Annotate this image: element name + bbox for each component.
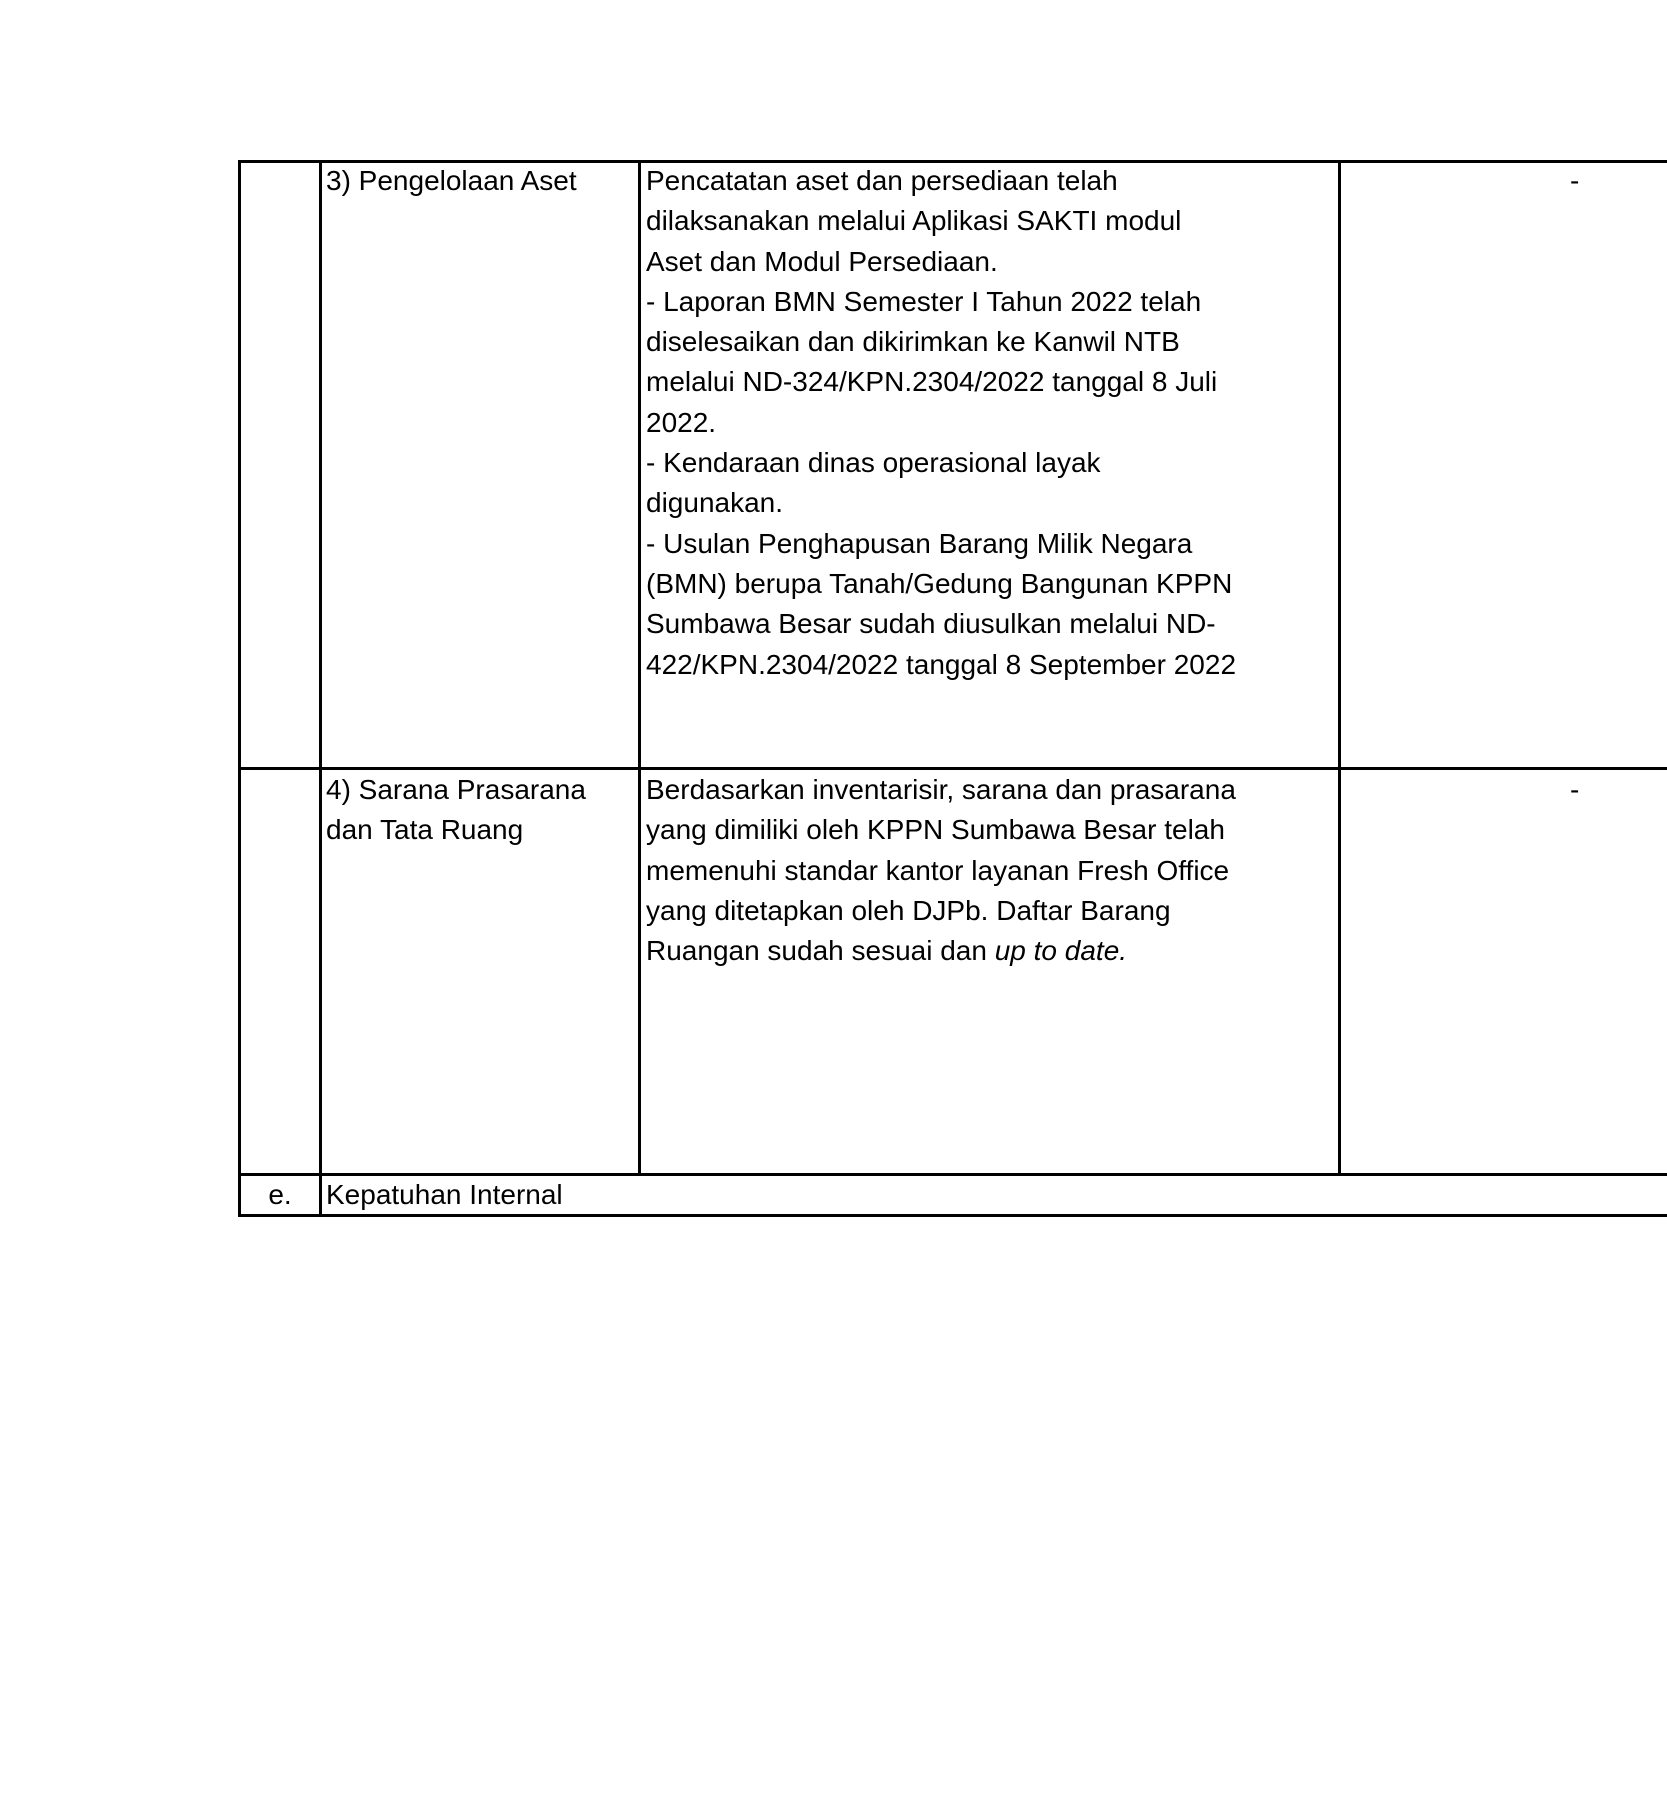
description-line: Sumbawa Besar sudah diusulkan melalui ND-: [646, 608, 1216, 640]
description-line: 2022.: [646, 406, 717, 438]
description-text: Ruangan sudah sesuai dan: [646, 935, 995, 967]
column-divider: [319, 160, 322, 1217]
description-line: memenuhi standar kantor layanan Fresh Office: [646, 854, 1230, 886]
description-line: melalui ND-324/KPN.2304/2022 tanggal 8 Juli: [646, 366, 1218, 398]
table-border-left: [238, 160, 241, 1217]
description-line: dilaksanakan melalui Aplikasi SAKTI modul: [646, 205, 1182, 237]
item-line: dan Tata Ruang: [326, 814, 524, 846]
row-description: [646, 161, 1236, 685]
description-line: diselesaikan dan dikirimkan ke Kanwil NTB: [646, 326, 1180, 358]
row-item-label: [326, 161, 577, 201]
description-line: Berdasarkan inventarisir, sarana dan prasarana: [646, 774, 1236, 805]
section-number: e.: [268, 1179, 292, 1210]
column-divider: [1338, 160, 1341, 1176]
row-item-label: [326, 770, 586, 851]
row-description: [646, 770, 1236, 971]
description-line: yang dimiliki oleh KPPN Sumbawa Besar telah: [646, 814, 1225, 846]
description-line: - Kendaraan dinas operasional layak: [646, 447, 1101, 479]
description-line: Aset dan Modul Persediaan.: [646, 245, 998, 277]
section-title: Kepatuhan Internal: [326, 1179, 563, 1210]
description-line: yang ditetapkan oleh DJPb. Daftar Barang: [646, 894, 1171, 926]
row-note: -: [1570, 165, 1580, 196]
column-divider: [638, 160, 641, 1176]
item-line: 3) Pengelolaan Aset: [326, 165, 577, 196]
description-line: digunakan.: [646, 487, 784, 519]
description-line: - Laporan BMN Semester I Tahun 2022 telah: [646, 285, 1202, 317]
row-note: -: [1570, 774, 1580, 805]
description-line: Pencatatan aset dan persediaan telah: [646, 165, 1118, 196]
description-italic: up to date.: [994, 935, 1128, 967]
item-line: 4) Sarana Prasarana: [326, 774, 586, 805]
description-line: (BMN) berupa Tanah/Gedung Bangunan KPPN: [646, 567, 1233, 599]
description-line: 422/KPN.2304/2022 tanggal 8 September 2022: [646, 648, 1237, 680]
description-line: - Usulan Penghapusan Barang Milik Negara: [646, 527, 1193, 559]
description-line: [646, 931, 1236, 971]
